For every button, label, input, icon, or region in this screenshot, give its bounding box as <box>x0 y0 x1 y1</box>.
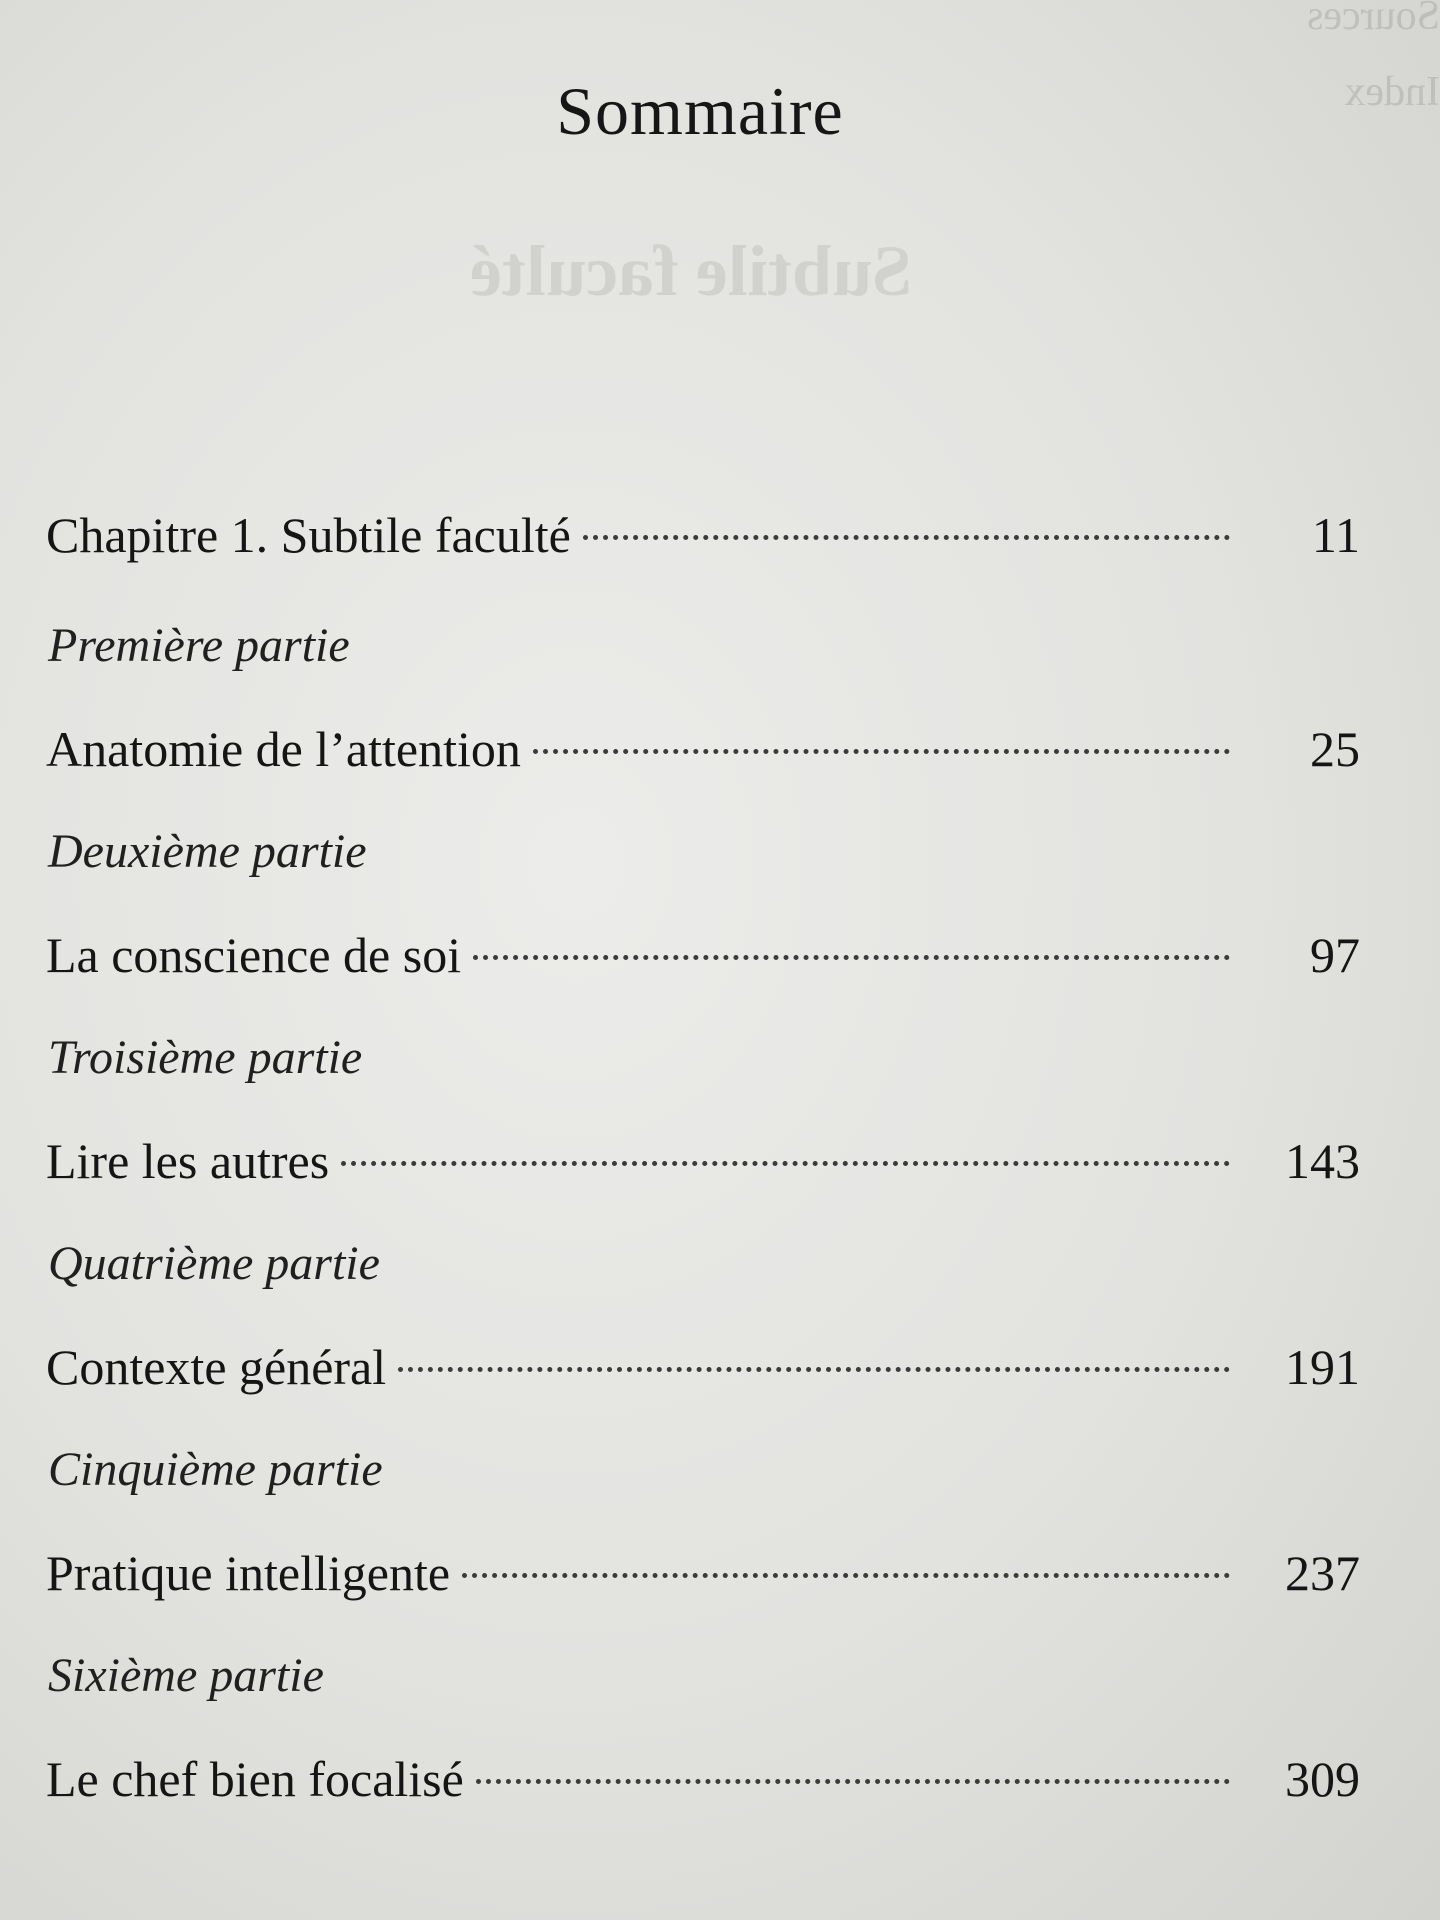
toc-page-number: 309 <box>1285 1751 1360 1807</box>
toc-entry-title: Chapitre 1. Subtile faculté <box>46 507 571 563</box>
toc-entry <box>40 1106 1360 1216</box>
toc-entry-chapter-1 <box>40 480 1360 590</box>
dot-leader <box>583 535 1230 540</box>
toc-entry-title: La conscience de soi <box>46 927 462 983</box>
dot-leader <box>476 1779 1230 1784</box>
toc-entry-title: Le chef bien focalisé <box>46 1751 464 1807</box>
table-of-contents <box>40 480 1360 1834</box>
page-title: Sommaire <box>556 73 844 149</box>
part-label: Première partie <box>48 619 350 672</box>
part-label: Cinquième partie <box>48 1443 383 1496</box>
toc-page-number: 11 <box>1311 507 1360 563</box>
toc-entry <box>40 1312 1360 1422</box>
toc-entry <box>40 1724 1360 1834</box>
toc-entry-title: Contexte général <box>46 1339 387 1395</box>
ghost-heading: Subtile faculté <box>470 231 912 311</box>
toc-entry-title: Pratique intelligente <box>46 1545 451 1601</box>
dot-leader <box>341 1161 1230 1166</box>
toc-page-number: 25 <box>1310 721 1360 777</box>
part-label: Troisième partie <box>48 1031 363 1084</box>
dot-leader <box>462 1573 1230 1578</box>
toc-page-number: 191 <box>1285 1339 1360 1395</box>
toc-entry <box>40 1518 1360 1628</box>
dot-leader <box>398 1367 1230 1372</box>
toc-entry-title: Anatomie de l’attention <box>46 721 521 777</box>
toc-entry <box>40 694 1360 804</box>
ghost-toc-line: Sources <box>1307 0 1440 39</box>
dot-leader <box>533 749 1230 754</box>
dot-leader <box>473 955 1230 960</box>
toc-page-number: 97 <box>1310 927 1360 983</box>
toc-page-number: 237 <box>1285 1545 1360 1601</box>
toc-page-number: 143 <box>1285 1133 1360 1189</box>
toc-entry <box>40 900 1360 1010</box>
toc-entry-title: Lire les autres <box>46 1133 330 1189</box>
ghost-toc-line: Index <box>1344 69 1440 115</box>
part-label: Sixième partie <box>48 1649 324 1702</box>
part-label: Deuxième partie <box>48 825 367 878</box>
part-label: Quatrième partie <box>48 1237 380 1290</box>
